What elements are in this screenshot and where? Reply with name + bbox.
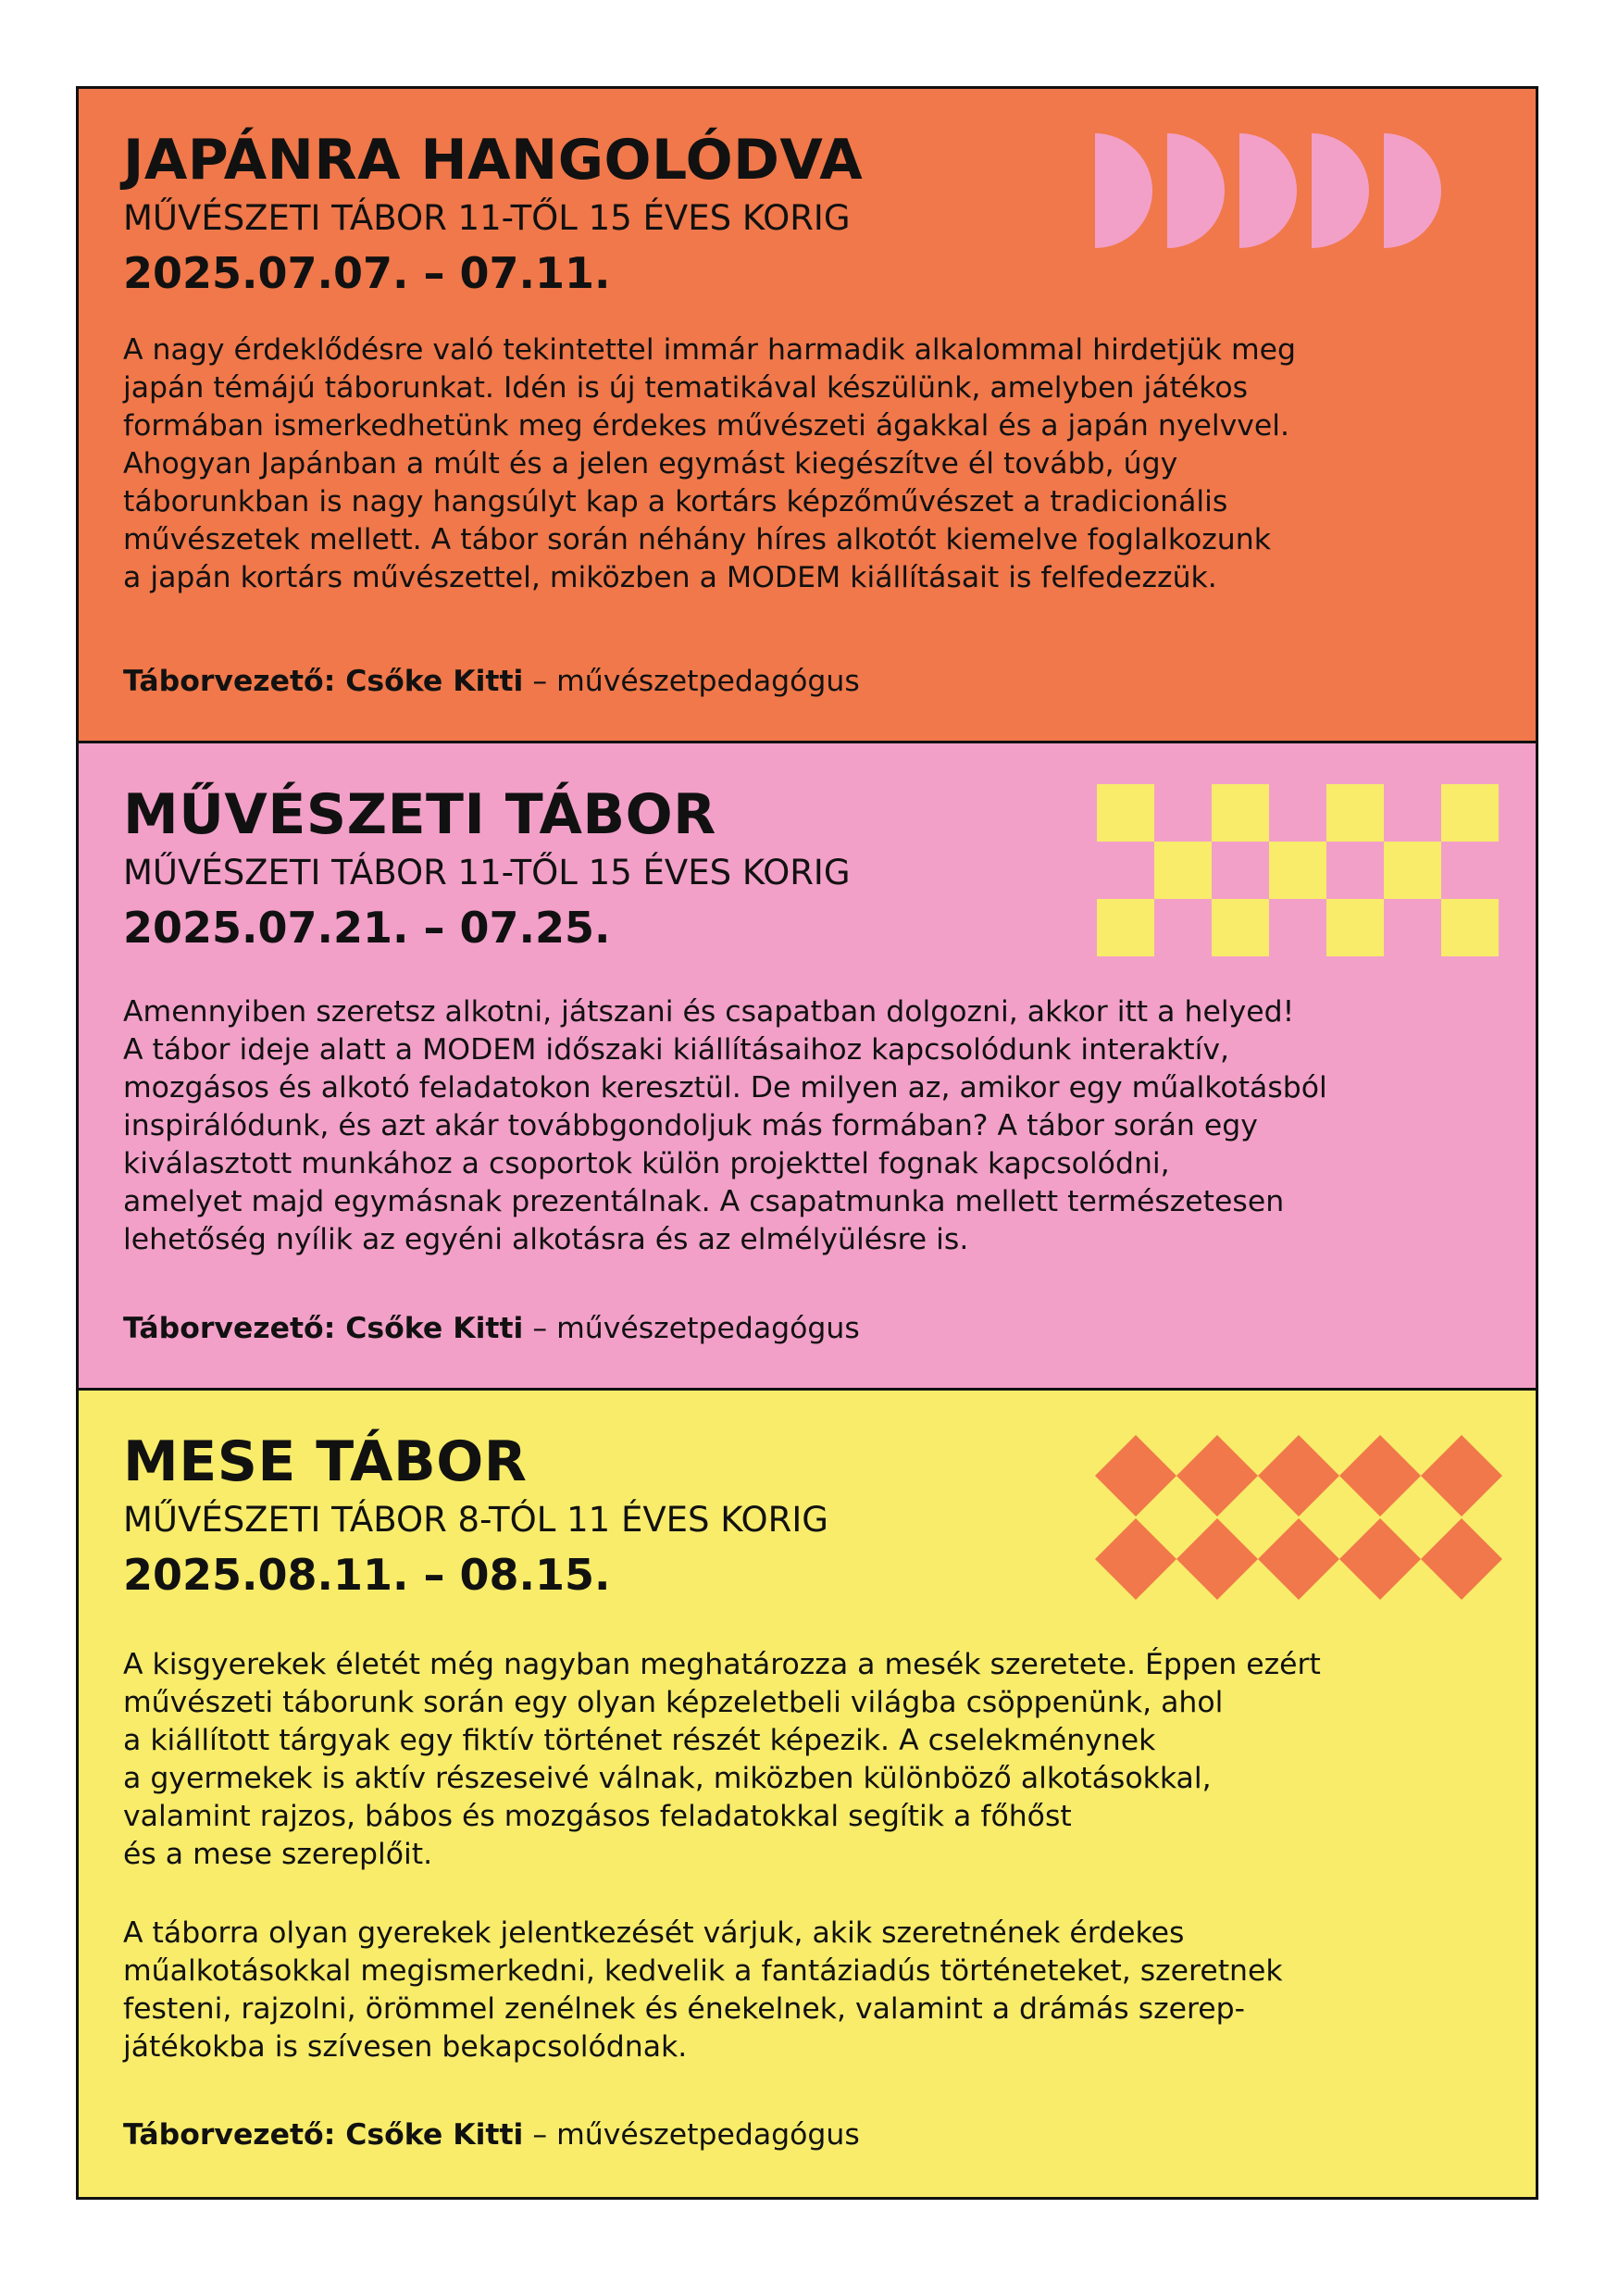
leader-label: Táborvezető: Csőke Kitti [123, 2118, 524, 2152]
leader-role: – művészetpedagógus [523, 1312, 860, 1345]
camp-subtitle: MŰVÉSZETI TÁBOR 11-TŐL 15 ÉVES KORIG [123, 198, 851, 238]
camp-dates: 2025.07.21. – 07.25. [123, 903, 611, 953]
camp-dates: 2025.07.07. – 07.11. [123, 248, 611, 298]
poster-frame [76, 86, 1538, 2200]
half-circle-5 [1384, 133, 1441, 248]
half-circle-1 [1095, 133, 1152, 248]
camp-dates: 2025.08.11. – 08.15. [123, 1550, 611, 1600]
camp-section-japan [79, 89, 1536, 743]
leader-label: Táborvezető: Csőke Kitti [123, 1312, 524, 1345]
checkerboard-decoration [1097, 784, 1499, 956]
camp-title: MŰVÉSZETI TÁBOR [123, 782, 716, 847]
camp-description: A nagy érdeklődésre való tekintettel immár harmadik alkalommal hirdetjük meg japán témájú táborunkat. Idén is új tematikával készülünk, amelyben játékos formában ismerkedhetünk meg érdekes művészeti ágakkal és a japán nyelvvel. Ahogyan Japánban a múlt és a jelen egymást kiegészítve él tovább, úgy táborunkban is nagy hangsúlyt kap a kortárs képzőművészet a tradicionális művészetek mellett. A tábor során néhány híres alkotót kiemelve foglalkozunk a japán kortárs művészettel, miközben a MODEM kiállításait is felfedezzük. [123, 333, 1296, 594]
camp-description: Amennyiben szeretsz alkotni, játszani és csapatban dolgozni, akkor itt a helyed! A tábor ideje alatt a MODEM időszaki kiállításaihoz kapcsolódunk interaktív, mozgásos és alkotó feladatokon keresztül. De milyen az, amikor egy műalkotásból inspirálódunk, és azt akár továbbgondoljuk más formában? A tábor során egy kiválasztott munkához a csoportok külön projekttel fognak kapcsolódni, amelyet majd egymásnak prezentálnak. A csapatmunka mellett természetesen lehetőség nyílik az egyéni alkotásra és az elmélyülésre is. [123, 995, 1327, 1256]
camp-title: JAPÁNRA HANGOLÓDVA [123, 128, 864, 193]
camp-description-2: A táborra olyan gyerekek jelentkezését várjuk, akik szeretnének érdekes műalkotásokkal megismerkedni, kedvelik a fantáziadús történeteket, szeretnek festeni, rajzolni, örömmel zenélnek és énekelnek, valamint a drámás szerep- játékokba is szívesen bekapcsolódnak. [123, 1916, 1283, 2064]
leader-role: – művészetpedagógus [523, 665, 860, 698]
half-circle-4 [1312, 133, 1369, 248]
leader-label: Táborvezető: Csőke Kitti [123, 665, 524, 698]
diamonds-decoration [1095, 1435, 1502, 1602]
camp-leader [123, 663, 860, 701]
half-circle-3 [1239, 133, 1297, 248]
half-circle-2 [1167, 133, 1225, 248]
camp-subtitle: MŰVÉSZETI TÁBOR 8-TÓL 11 ÉVES KORIG [123, 1500, 828, 1540]
camp-section-tale [79, 1391, 1536, 2197]
half-circles-decoration [1095, 133, 1502, 248]
camp-section-art [79, 743, 1536, 1391]
camp-leader [123, 1310, 860, 1348]
leader-role: – művészetpedagógus [523, 2118, 860, 2152]
camp-leader [123, 2116, 860, 2154]
camp-description: A kisgyerekek életét még nagyban meghatározza a mesék szeretete. Éppen ezért művészeti táborunk során egy olyan képzeletbeli világba csöppenünk, ahol a kiállított tárgyak egy fiktív történet részét képezik. A cselekménynek a gyermekek is aktív részeseivé válnak, miközben különböző alkotásokkal, valamint rajzos, bábos és mozgásos feladatokkal segítik a főhőst és a mese szereplőit. [123, 1648, 1321, 1871]
camp-subtitle: MŰVÉSZETI TÁBOR 11-TŐL 15 ÉVES KORIG [123, 853, 851, 892]
camp-title: MESE TÁBOR [123, 1429, 528, 1494]
